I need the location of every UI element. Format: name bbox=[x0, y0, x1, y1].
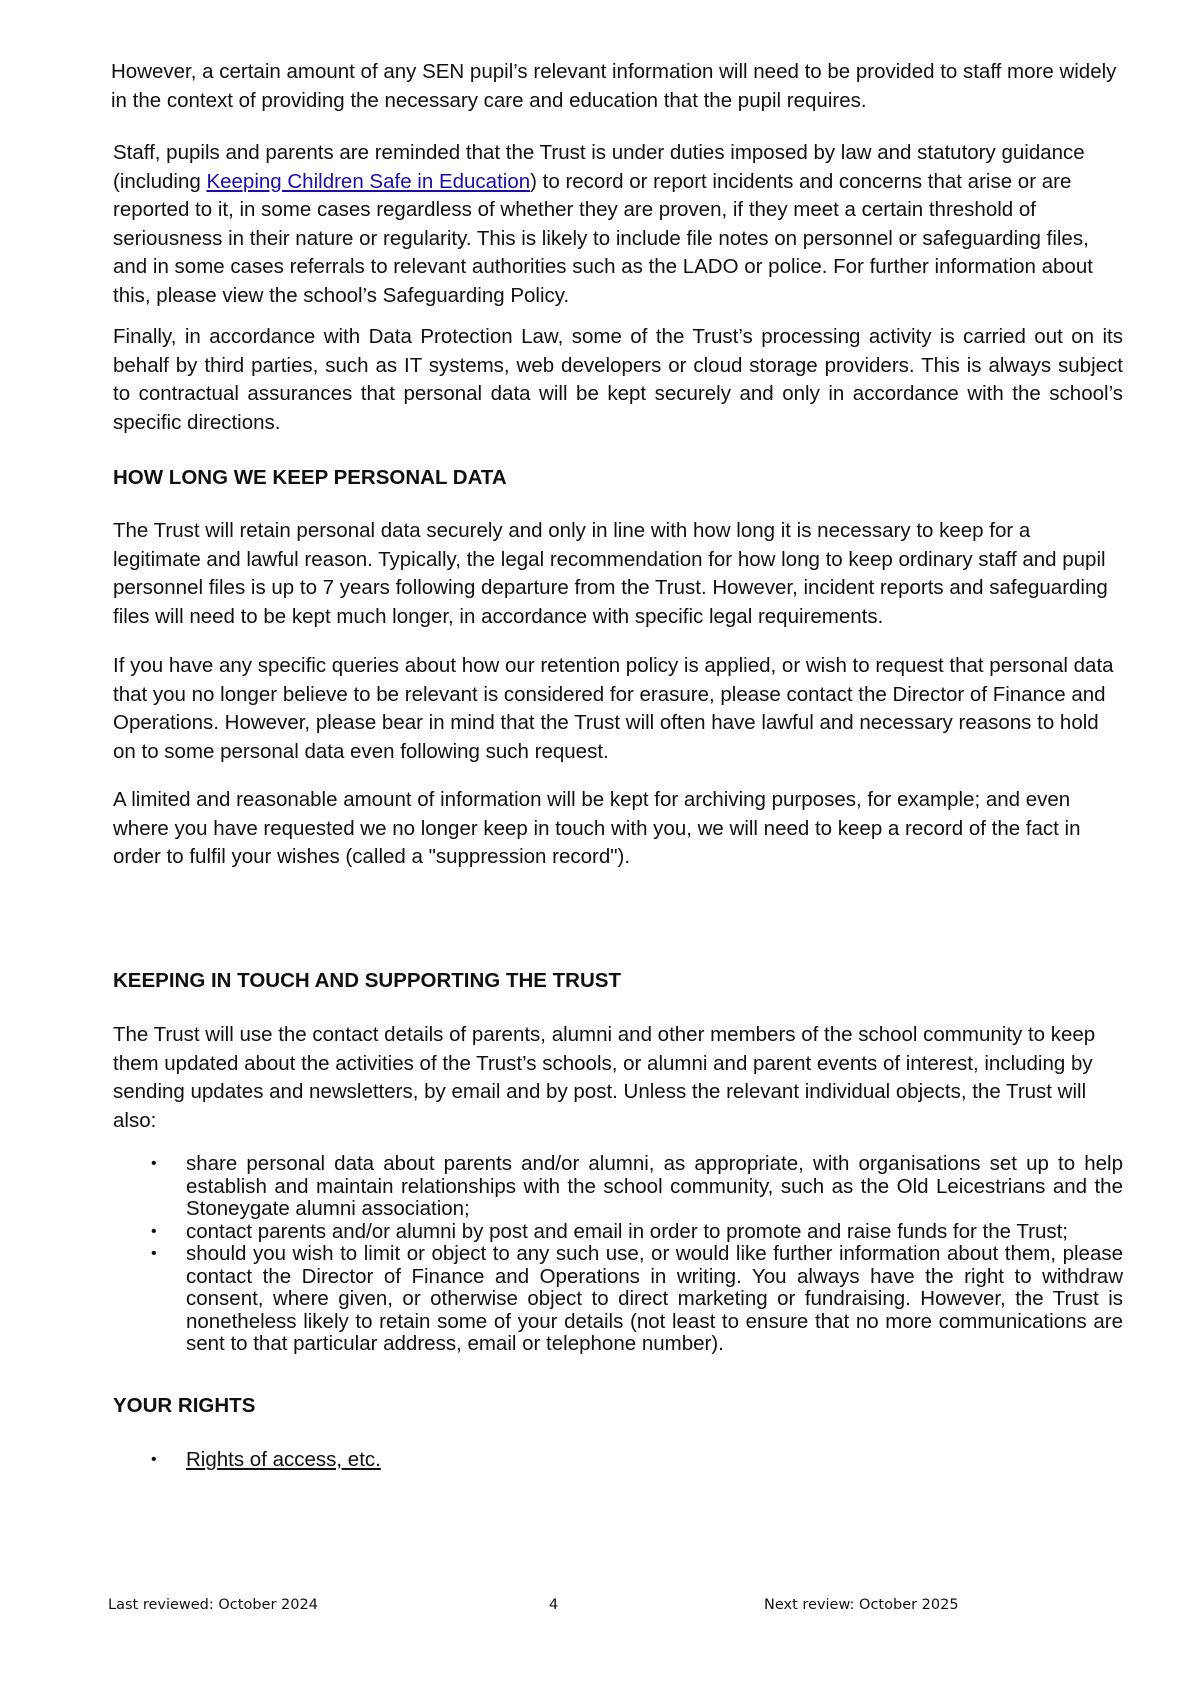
your-rights-heading: YOUR RIGHTS bbox=[113, 1394, 256, 1417]
duties-text-before: Staff, pupils and parents are reminded that the Trust is under duties imposed by law and statutory guidance (including bbox=[113, 141, 1085, 193]
rights-of-access-link[interactable]: Rights of access, etc. bbox=[186, 1448, 381, 1471]
bullet-icon: • bbox=[151, 1155, 157, 1172]
sen-paragraph: However, a certain amount of any SEN pupil’s relevant information will need to be provided to staff more widely in the context of providing the necessary care and education that the pupil requires. bbox=[111, 60, 1117, 112]
keeping-in-touch-list bbox=[113, 1153, 1123, 1356]
keeping-children-safe-link[interactable]: Keeping Children Safe in Education bbox=[206, 169, 531, 193]
list-item bbox=[113, 1243, 1123, 1356]
third-parties-paragraph: Finally, in accordance with Data Protection Law, some of the Trust’s processing activity is carried out on its behalf by third parties, such as IT systems, web developers or cloud storage providers. This is always subject to contractual assurances that personal data will be kept securely and only in accordance with the school’s specific directions. bbox=[113, 325, 1123, 434]
duties-text-after: ) to record or report incidents and concerns that arise or are reported to it, in some cases regardless of whether they are proven, if they meet a certain threshold of seriousness in their nature or regularity. This is likely to include file notes on personnel or safeguarding files, and in some cases referrals to relevant authorities such as the LADO or police. For further information about this, please view the school’s Safeguarding Policy. bbox=[113, 169, 1093, 307]
footer-last-reviewed: Last reviewed: October 2024 bbox=[108, 1597, 318, 1613]
retention-paragraph-1: The Trust will retain personal data securely and only in line with how long it is necessary to keep for a legitimate and lawful reason. Typically, the legal recommendation for how long to keep ordinary staff and pupil personnel files is up to 7 years following departure from the Trust. However, incident reports and safeguarding files will need to be kept much longer, in accordance with specific legal requirements. bbox=[113, 519, 1108, 628]
rights-list bbox=[113, 1449, 1123, 1472]
retention-heading: HOW LONG WE KEEP PERSONAL DATA bbox=[113, 466, 507, 489]
bullet-icon: • bbox=[151, 1222, 157, 1240]
list-item bbox=[113, 1153, 1123, 1221]
bullet-icon: • bbox=[151, 1245, 157, 1262]
bullet-icon: • bbox=[151, 1451, 157, 1468]
list-item-text: contact parents and/or alumni by post and email in order to promote and raise funds for the Trust; bbox=[186, 1219, 1068, 1243]
keeping-in-touch-heading: KEEPING IN TOUCH AND SUPPORTING THE TRUST bbox=[113, 969, 621, 992]
footer-next-review: Next review: October 2025 bbox=[764, 1597, 959, 1613]
retention-paragraph-3: A limited and reasonable amount of information will be kept for archiving purposes, for example; and even where you have requested we no longer keep in touch with you, we will need to keep a record of the fact in order to fulfil your wishes (called a "suppression record"). bbox=[113, 788, 1081, 869]
keeping-in-touch-intro: The Trust will use the contact details of parents, alumni and other members of the school community to keep them updated about the activities of the Trust’s schools, or alumni and parent events of interest, including by sending updates and newsletters, by email and by post. Unless the relevant individual objects, the Trust will also: bbox=[113, 1023, 1096, 1132]
list-item bbox=[113, 1449, 1123, 1472]
list-item bbox=[113, 1221, 1123, 1244]
duties-paragraph bbox=[113, 139, 1123, 311]
footer-page-number: 4 bbox=[549, 1597, 559, 1613]
list-item-text: should you wish to limit or object to any such use, or would like further information about them, please contact the Director of Finance and Operations in writing. You always have the right to withdraw consent, where given, or otherwise object to direct marketing or fundraising. However, the Trust is nonetheless likely to retain some of your details (not least to ensure that no more communications are sent to that particular address, email or telephone number). bbox=[186, 1242, 1123, 1355]
list-item-text: share personal data about parents and/or alumni, as appropriate, with organisations set up to help establish and maintain relationships with the school community, such as the Old Leicestrians and the Stoneygate alumni association; bbox=[186, 1152, 1123, 1220]
retention-paragraph-2: If you have any specific queries about how our retention policy is applied, or wish to request that personal data that you no longer believe to be relevant is considered for erasure, please contact the Director of Finance and Operations. However, please bear in mind that the Trust will often have lawful and necessary reasons to hold on to some personal data even following such request. bbox=[113, 654, 1114, 763]
